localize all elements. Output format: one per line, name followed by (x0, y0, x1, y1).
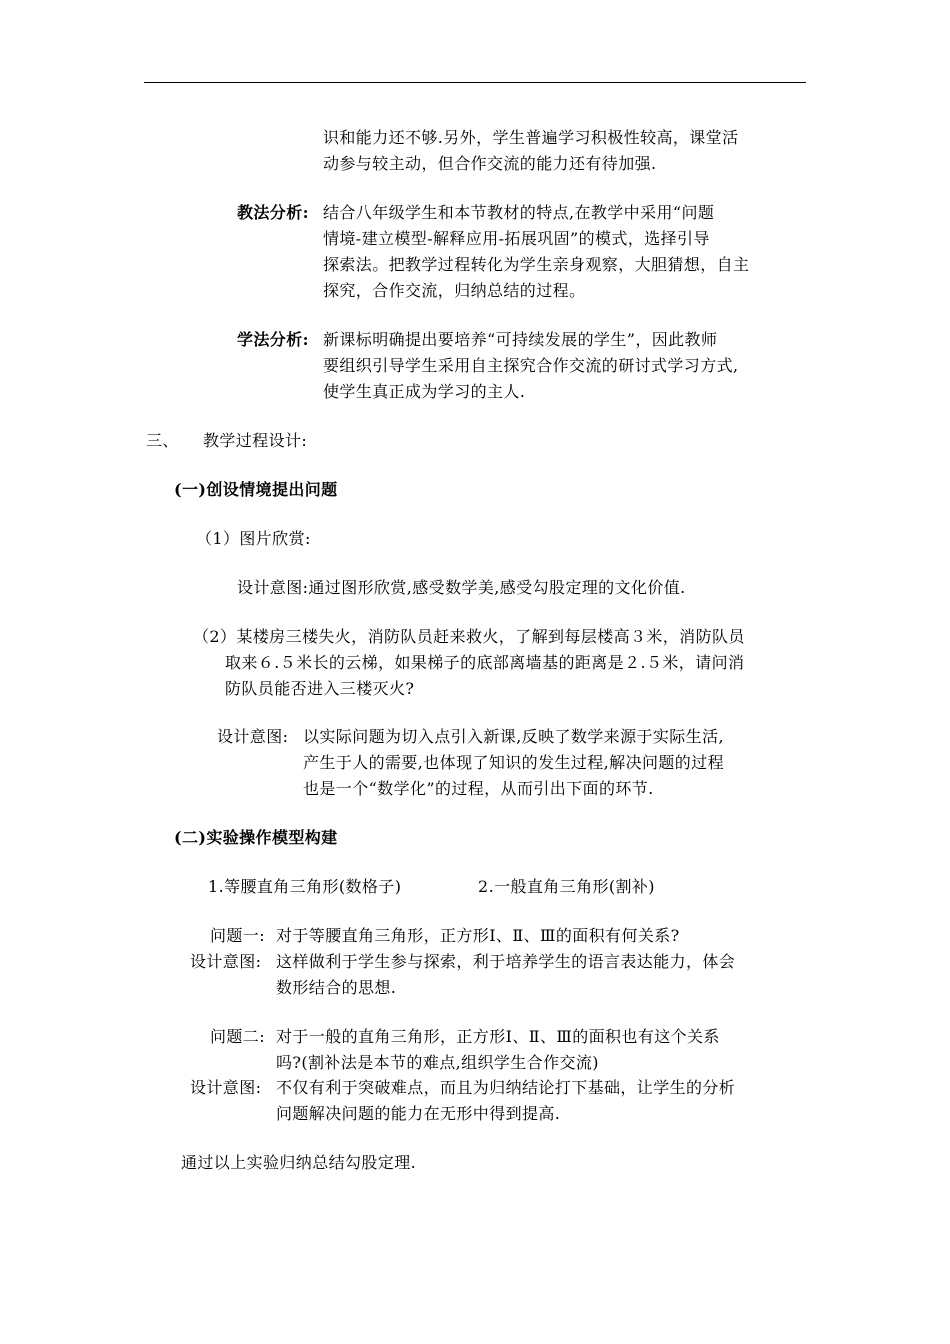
teaching-method-line-2: 情境-建立模型-解释应用-拓展巩固”的模式，选择引导 (323, 229, 710, 248)
q2-intent-line-1: 不仅有利于突破难点，而且为归纳结论打下基础，让学生的分析 (276, 1078, 736, 1097)
teaching-method-line-3: 探索法。把教学过程转化为学生亲身观察，大胆猜想，自主 (323, 255, 750, 274)
q1-label: 问题一: (210, 926, 265, 945)
intro-line-1: 识和能力还不够.另外，学生普遍学习积极性较高，课堂活 (323, 128, 739, 147)
q1-text: 对于等腰直角三角形，正方形Ⅰ、Ⅱ、Ⅲ的面积有何关系? (276, 926, 680, 945)
part1-intent1: 设计意图:通过图形欣赏,感受数学美,感受勾股定理的文化价值. (237, 578, 686, 597)
learning-method-line-2: 要组织引导学生采用自主探究合作交流的研讨式学习方式, (323, 356, 739, 375)
q2-line-1: 对于一般的直角三角形，正方形Ⅰ、Ⅱ、Ⅲ的面积也有这个关系 (276, 1027, 720, 1046)
intro-line-2: 动参与较主动，但合作交流的能力还有待加强. (323, 154, 657, 173)
part1-heading: (一)创设情境提出问题 (174, 480, 338, 499)
part2-heading: (二)实验操作模型构建 (174, 828, 338, 847)
part1-intent2-line-3: 也是一个“数学化”的过程，从而引出下面的环节. (303, 779, 654, 798)
teaching-method-line-4: 探究，合作交流，归纳总结的过程。 (323, 281, 586, 300)
section-number: 三、 (146, 431, 179, 450)
q1-intent-label: 设计意图: (190, 952, 262, 971)
section-title: 教学过程设计: (203, 431, 308, 450)
conclusion: 通过以上实验归纳总结勾股定理. (181, 1153, 417, 1172)
part1-intent2-label: 设计意图: (217, 727, 289, 746)
part1-intent2-line-2: 产生于人的需要,也体现了知识的发生过程,解决问题的过程 (303, 753, 724, 772)
part2-case-2: 2.一般直角三角形(割补) (478, 877, 655, 896)
part1-item1: （1）图片欣赏: (196, 529, 311, 548)
teaching-method-line-1: 结合八年级学生和本节教材的特点,在教学中采用“问题 (323, 203, 715, 222)
q1-intent-line-1: 这样做利于学生参与探索，利于培养学生的语言表达能力，体会 (276, 952, 736, 971)
header-rule (144, 82, 806, 83)
part1-item2-line-1: （2）某楼房三楼失火，消防队员赶来救火，了解到每层楼高３米，消防队员 (193, 627, 745, 646)
q2-intent-label: 设计意图: (190, 1078, 262, 1097)
learning-method-line-3: 使学生真正成为学习的主人. (323, 382, 526, 401)
q2-line-2: 吗?(割补法是本节的难点,组织学生合作交流) (276, 1053, 599, 1072)
q2-intent-line-2: 问题解决问题的能力在无形中得到提高. (276, 1104, 561, 1123)
q1-intent-line-2: 数形结合的思想. (276, 978, 397, 997)
learning-method-label: 学法分析: (237, 330, 309, 349)
learning-method-line-1: 新课标明确提出要培养“可持续发展的学生”，因此教师 (323, 330, 718, 349)
q2-label: 问题二: (210, 1027, 265, 1046)
part1-intent2-line-1: 以实际问题为切入点引入新课,反映了数学来源于实际生活, (303, 727, 724, 746)
part2-case-1: 1.等腰直角三角形(数格子) (208, 877, 402, 896)
part1-item2-line-3: 防队员能否进入三楼灭火? (225, 679, 415, 698)
part1-item2-line-2: 取来６.５米长的云梯，如果梯子的底部离墙基的距离是２.５米，请问消 (225, 653, 745, 672)
teaching-method-label: 教法分析: (237, 203, 309, 222)
